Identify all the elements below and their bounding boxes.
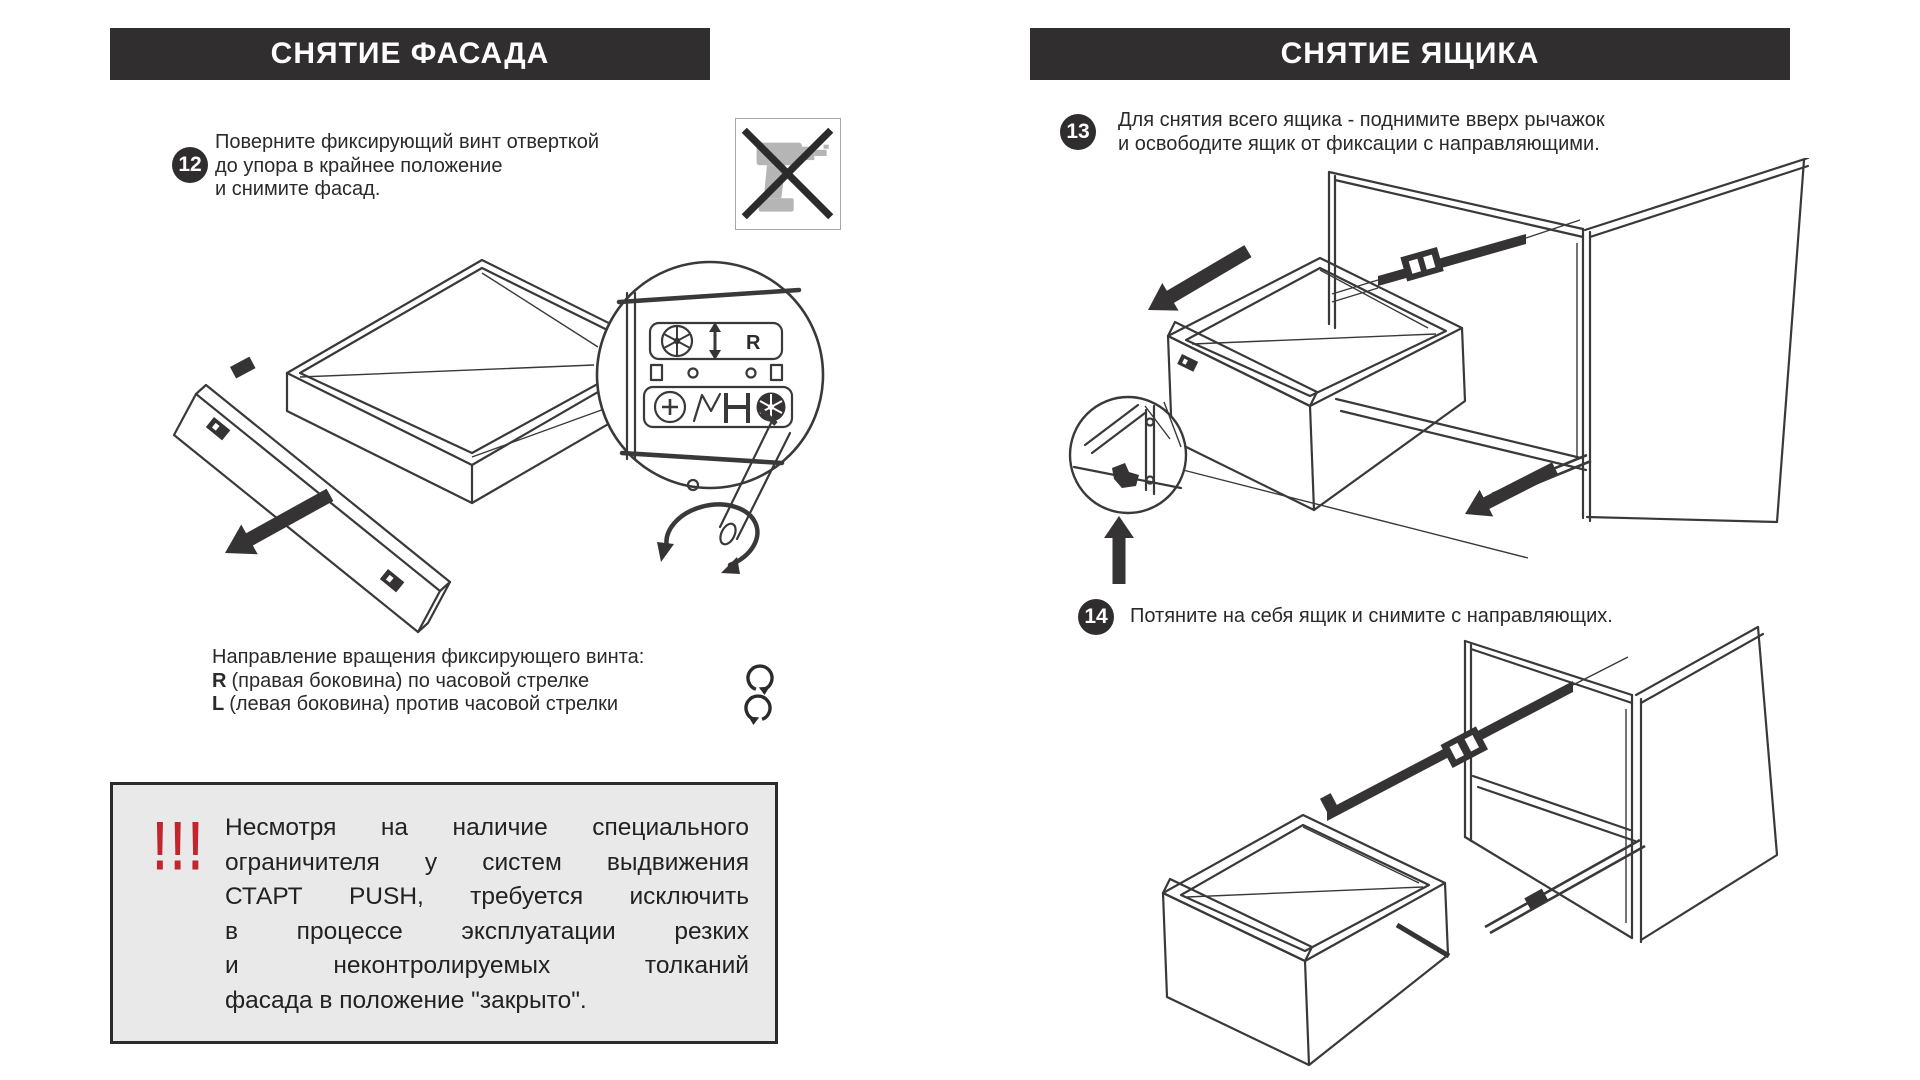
rotation-direction-note: Направление вращения фиксирующего винта: R (правая боковина) по часовой стрелке L (левая боковина) против часовой стрелки bbox=[212, 646, 645, 715]
facade-bracket bbox=[1177, 354, 1198, 372]
drawer-rail-strip bbox=[1397, 925, 1449, 956]
exclamation-marks: !!! bbox=[153, 809, 207, 885]
label-l: L bbox=[212, 693, 225, 715]
step-12-badge: 12 bbox=[172, 147, 208, 183]
step-14-badge: 14 bbox=[1078, 599, 1114, 635]
facade-bracket bbox=[206, 417, 231, 440]
left-section-header bbox=[110, 28, 710, 80]
lever-magnifier bbox=[1070, 397, 1186, 513]
slide-rail bbox=[1332, 220, 1580, 302]
right-section-header bbox=[1030, 28, 1790, 80]
left-section-title: СНЯТИЕ ФАСАДА bbox=[270, 37, 550, 70]
lift-lever-arrow bbox=[1104, 516, 1134, 584]
facade-bracket bbox=[380, 569, 405, 592]
remove-facade-arrow bbox=[217, 480, 338, 568]
counterclockwise-rotation-icon bbox=[740, 692, 776, 726]
extended-slide-rail bbox=[1320, 657, 1628, 821]
cabinet bbox=[1329, 158, 1808, 522]
right-section-title: СНЯТИЕ ЯЩИКА bbox=[1280, 37, 1540, 70]
extended-slide-rail-lower bbox=[1485, 840, 1645, 933]
facade-removal-diagram bbox=[130, 195, 830, 645]
drawer-release-diagram bbox=[880, 158, 1810, 608]
step-14-text: Потяните на себя ящик и снимите с направляющих. bbox=[1130, 605, 1613, 627]
side-label-r: R bbox=[746, 332, 761, 354]
release-direction-arrow bbox=[1458, 455, 1562, 528]
label-r: R bbox=[212, 669, 227, 692]
drawer-removed-diagram bbox=[925, 625, 1805, 1080]
step-13-text: Для снятия всего ящика - поднимите вверх рычажок и освободите ящик от фиксации с направляющими. bbox=[1118, 109, 1605, 155]
clockwise-rotation-icon bbox=[742, 662, 778, 696]
rail-clip bbox=[230, 357, 256, 379]
screwdriver-rotation-arrow bbox=[657, 505, 757, 574]
warning-box bbox=[110, 782, 778, 1044]
warning-text: Несмотря на наличие специального ограничителя у систем выдвижения СТАРТ PUSH, требуется исключить в процессе эксплуатации резких и неконтролируемых толканий фасада в положение "закрыто". bbox=[225, 814, 749, 1014]
drawer bbox=[1168, 258, 1465, 510]
step-13-badge: 13 bbox=[1060, 114, 1096, 150]
step-12-text: Поверните фиксирующий винт отверткой до упора в крайнее положение и снимите фасад. bbox=[215, 131, 600, 200]
cabinet bbox=[1465, 627, 1777, 942]
removed-drawer bbox=[1163, 815, 1449, 1065]
